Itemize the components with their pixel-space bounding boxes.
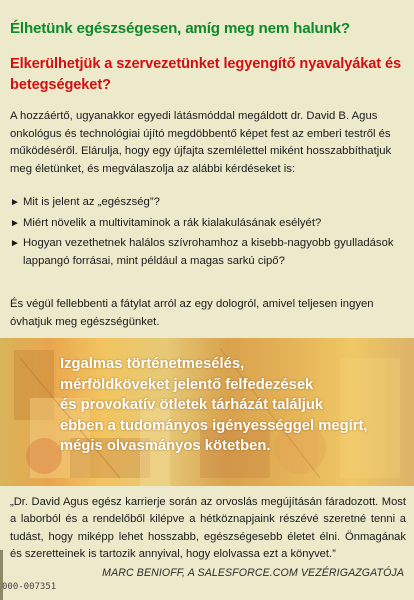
endorsement-quote: „Dr. David Agus egész karrierje során az orvoslás megújításán fáradozott. Most a laborból és a rendelőből kilépve a hétköznapjaink részévé szeretné tenni a tudást, hogy miképp lehet hosszabb, egészségesebb életet élni. Önmagának és szeretteinek is tartozik annyival, hogy elolvassa ezt a könyvet.”	[10, 496, 406, 561]
list-item	[10, 194, 406, 212]
promo-line: Izgalmas történetmesélés,	[60, 356, 245, 372]
promo-line: mérföldköveket jelentő felfedezések	[60, 376, 314, 393]
list-item-text: Miért növelik a multivitaminok a rák kialakulásának esélyét?	[23, 216, 322, 229]
triangle-right-icon: ►	[10, 217, 20, 229]
subheadline: Elkerülhetjük a szervezetünket legyengítő nyavalyákat és betegségeket?	[10, 56, 402, 93]
promo-line: mégis olvasmányos kötetben.	[60, 438, 271, 454]
triangle-right-icon: ►	[10, 197, 20, 208]
promo-line: ebben a tudományos igényességgel megírt,	[60, 417, 368, 434]
intro-paragraph: A hozzáértő, ugyanakkor egyedi látásmóddal megáldott dr. David B. Agus onkológus és technológiai újító megdöbbentő képet fest az emberi testről és működéséről. Elárulja, hogy egy újfajta szemlélettel miként hosszabbíthatjuk meg életünket, és megválaszolja az alábbi kérdéseket is:	[10, 110, 392, 175]
triangle-right-icon: ►	[10, 238, 20, 250]
edge-mark	[0, 550, 3, 600]
promo-line: és provokatív ötletek tárházát találjuk	[60, 397, 324, 413]
quote-attribution: MARC BENIOFF, A SALESFORCE.COM VEZÉRIGAZGATÓJA	[102, 567, 404, 579]
list-item-text: Hogyan vezethetnek halálos szívrohamhoz a kisebb-nagyobb gyulladások lappangó forrásai, mint például a magas sarkú cipő?	[23, 237, 394, 267]
list-item-text: Mit is jelent az „egészség”?	[23, 196, 160, 208]
list-item	[10, 215, 406, 233]
headline: Élhetünk egészségesen, amíg meg nem halunk?	[10, 20, 350, 37]
list-item	[10, 235, 406, 270]
closing-paragraph: És végül fellebbenti a fátylat arról az egy dologról, amivel teljesen ingyen óvhatjuk meg egészségünket.	[10, 298, 374, 328]
question-list	[10, 194, 406, 273]
promo-blurb	[60, 354, 410, 457]
inventory-number: 000-007351	[2, 582, 57, 592]
